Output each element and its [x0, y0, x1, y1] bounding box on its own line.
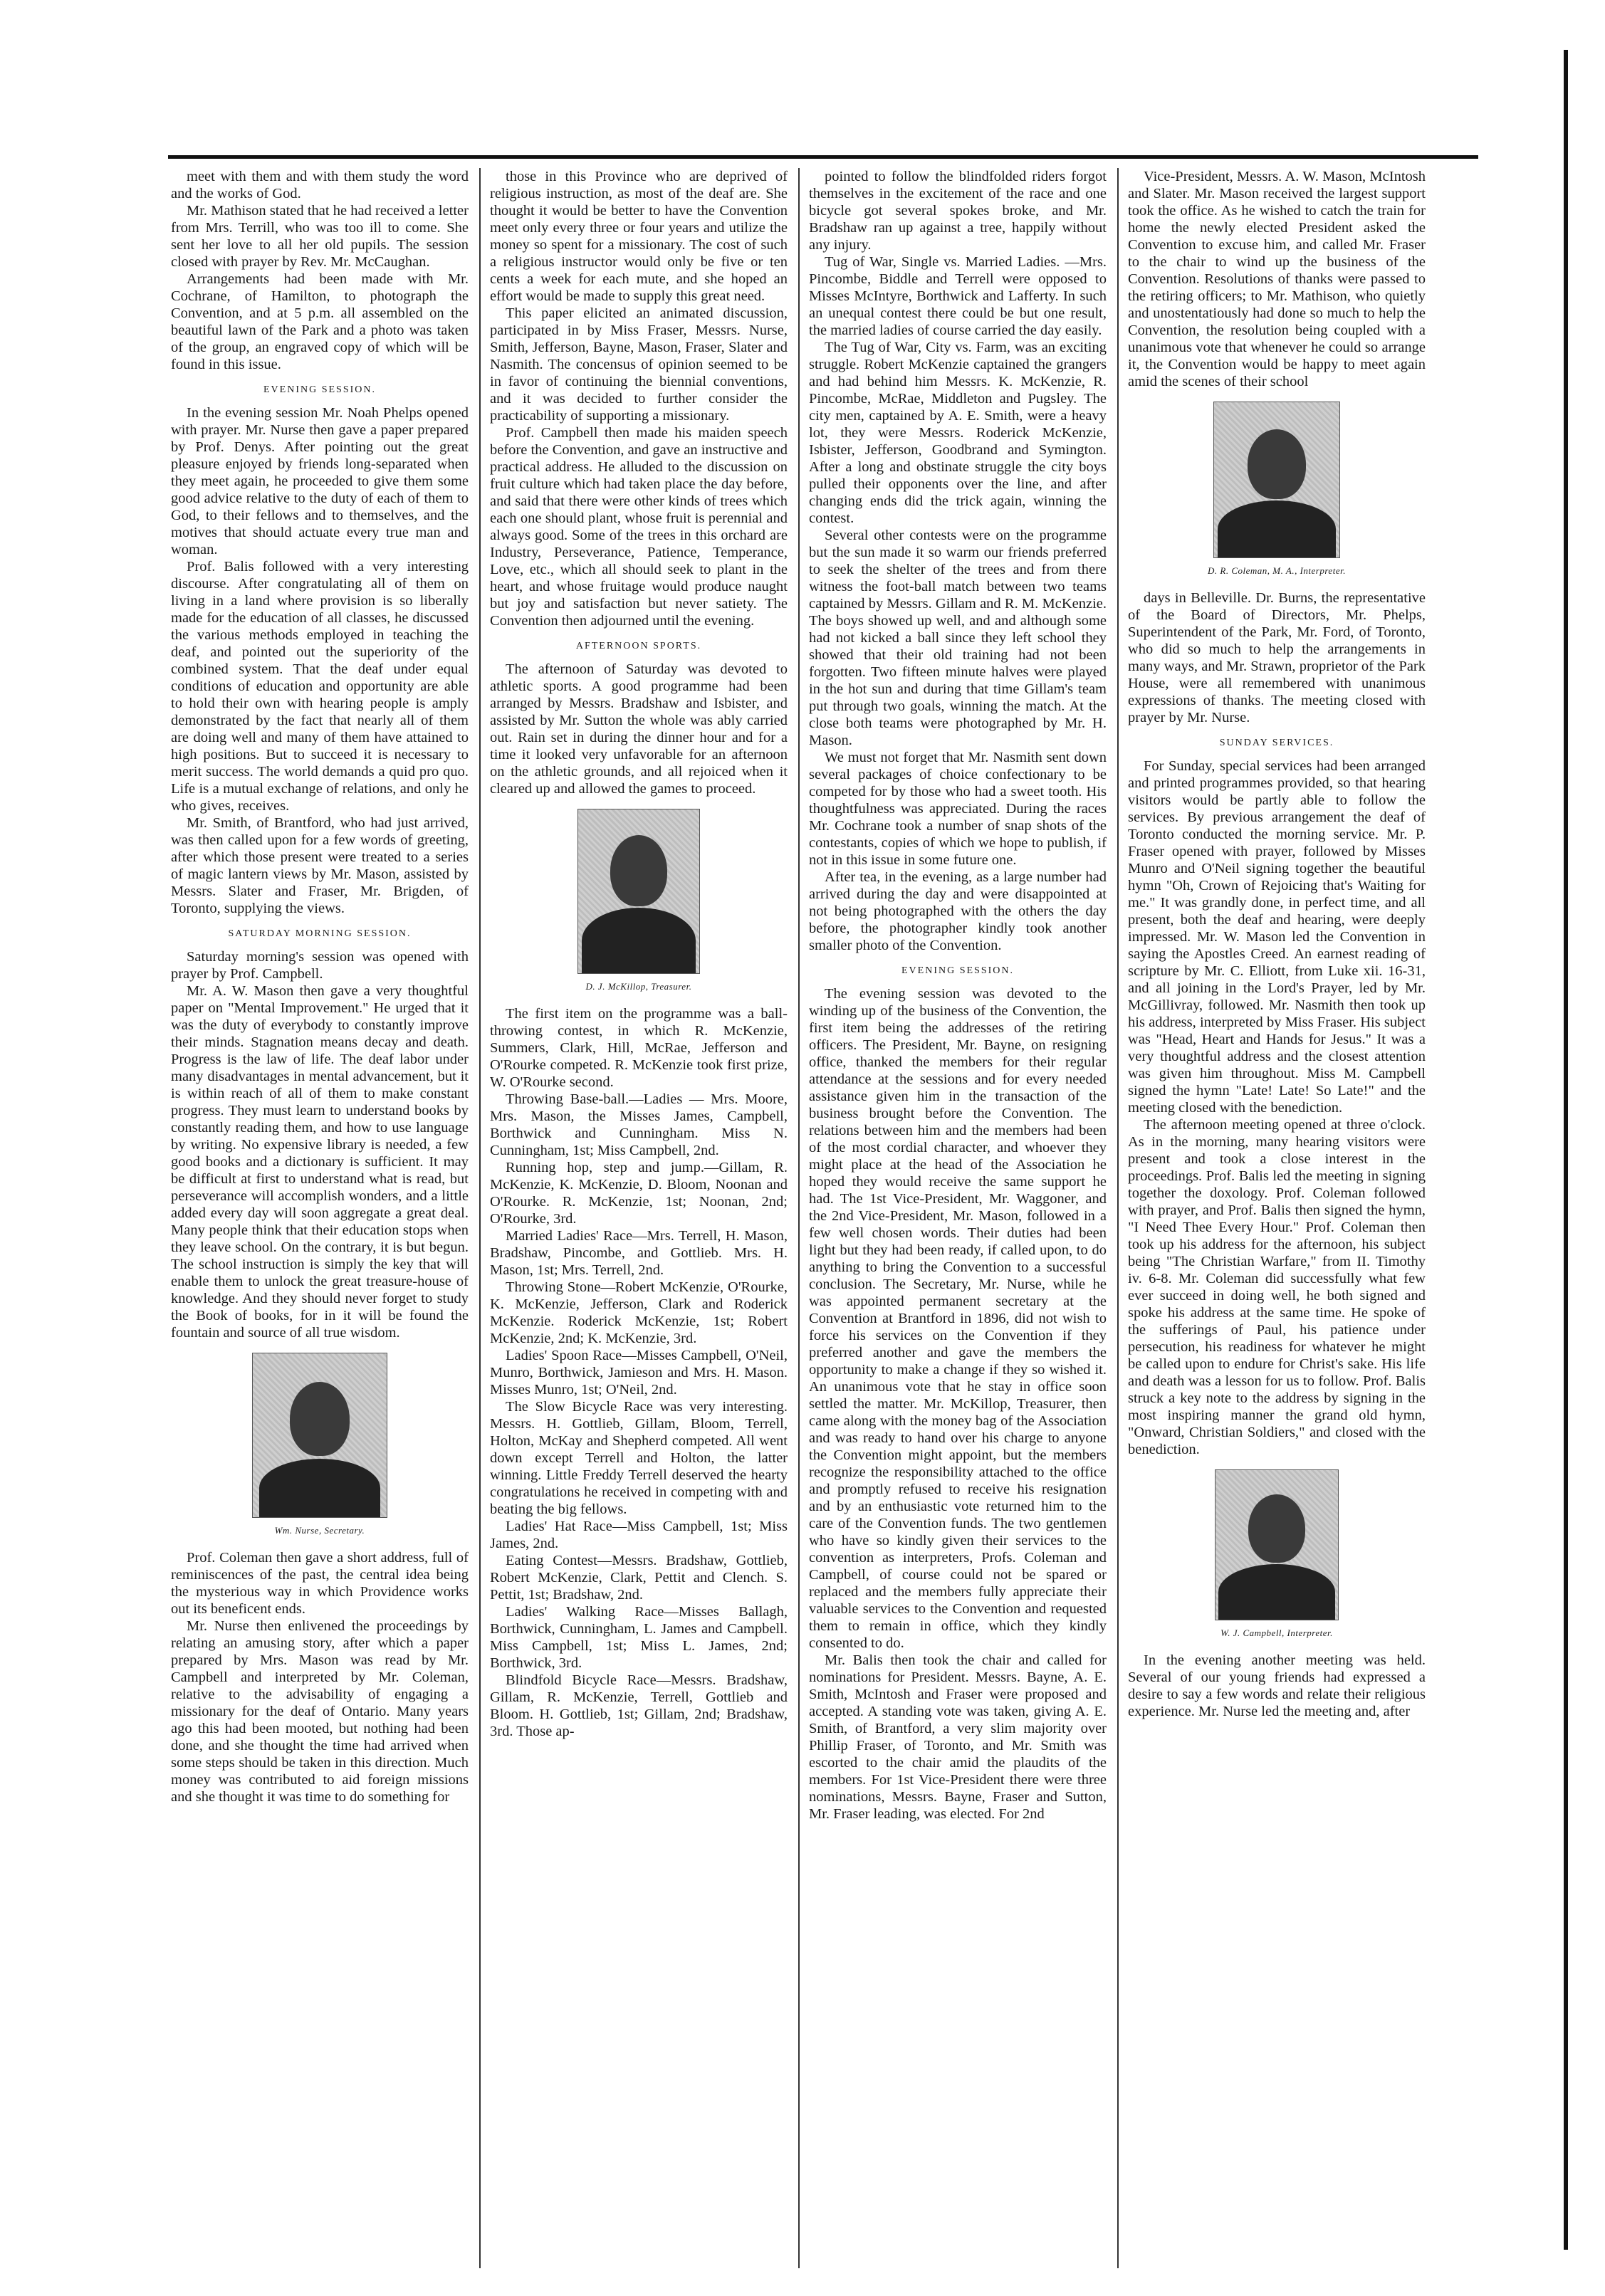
paragraph: After tea, in the evening, as a large number had arrived during the day and were disappointed at not being photographed with the others the day before, the photographer kindly took another smaller photo of the Convention. [809, 869, 1107, 953]
column-rule [798, 168, 800, 2268]
paragraph: Prof. Campbell then made his maiden speech before the Convention, and gave an instructive and practical address. He alluded to the discussion on fruit culture which had taken place the day before, and said that there were other kinds of trees which each one should plant, whose fruit is perennial and always good. Some of the trees in this orchard are Industry, Perseverance, Patience, Temperance, Love, etc., which all should seek to plant in the heart, and whose fruitage would produce naught but joy and satisfaction but never satiety. The Convention then adjourned until the evening. [490, 425, 788, 629]
paragraph: those in this Province who are deprived of religious instruction, as most of the deaf are. She thought it would be better to have the Convention meet only every three or four years and utilize the money so spent for a missionary. The cost of such a religious instructor would only be five or ten cents a week for each mute, and she hoped an effort would be made to supply this great need. [490, 169, 788, 304]
portrait-photo [1213, 402, 1340, 558]
portrait-figure [171, 1353, 469, 1539]
portrait-photo [577, 809, 700, 974]
portrait-figure [1128, 1469, 1426, 1642]
paragraph: Saturday morning's session was opened with prayer by Prof. Campbell. [171, 949, 469, 982]
paragraph: The evening session was devoted to the winding up of the business of the Convention, the first item being the addresses of the retiring officers. The President, Mr. Bayne, on resigning office, thanked the members for their regular attendance at the sessions and for every needed assistance given him in the transaction of the business brought before the Convention. The relations between him and the members had been of the most cordial character, and whoever they might place at the head of the Association he hoped they would receive the same support he had. The 1st Vice-President, Mr. Waggoner, and the 2nd Vice-President, Mr. Mason, followed in a few well chosen words. Their duties had been light but they had been ready, if called upon, to do anything to bring the Convention to a successful conclusion. The Secretary, Mr. Nurse, while he was appointed permanent secretary at the Convention at Brantford in 1896, did not wish to force his services on the Convention if they preferred another and gave the members the opportunity to make a change if they so wished it. An unanimous vote that he stay in office soon settled the matter. Mr. McKillop, Treasurer, then came along with the money bag of the Association and was ready to hand over his charge to anyone the Convention might appoint, but the members recognize the responsibility attached to the office and promptly refused to receive his resignation and by an enthusiastic vote returned him to the care of the Convention funds. The two gentlemen who have so kindly given their services to the convention as interpreters, Profs. Coleman and Campbell, of course could not be spared or replaced and the members fully appreciate their valuable services to the Convention and requested them to remain in office, which they kindly consented to do. [809, 986, 1107, 1651]
section-heading: EVENING SESSION. [263, 384, 376, 395]
paragraph: Arrangements had been made with Mr. Cochrane, of Hamilton, to photograph the Convention, and at 5 p.m. all assembled on the beautiful lawn of the Park and a photo was taken of the group, an engraved copy of which will be found in this issue. [171, 271, 469, 372]
paragraph: Throwing Base-ball.—Ladies — Mrs. Moore, Mrs. Mason, the Misses James, Campbell, Borthwick and Cunningham. Miss N. Cunningham, 1st; Miss Campbell, 2nd. [490, 1091, 788, 1158]
paragraph: meet with them and with them study the word and the works of God. [171, 169, 469, 201]
photo-caption: W. J. Campbell, Interpreter. [1220, 1627, 1333, 1638]
section-heading: SUNDAY SERVICES. [1219, 738, 1334, 748]
paragraph: Mr. Nurse then enlivened the proceedings by relating an amusing story, after which a paper prepared by Mrs. Mason was read by Mr. Campbell and interpreted by Mr. Coleman, relative to the advisability of engaging a missionary for the deaf of Ontario. Many years ago this had been mooted, but nothing had been done, and she thought the time had arrived when some steps should be taken in this direction. Much money was contributed to aid foreign missions and she thought it was time to do something for [171, 1618, 469, 1805]
paragraph: The Slow Bicycle Race was very interesting. Messrs. H. Gottlieb, Gillam, Bloom, Terrell, Holton, McKay and Shepherd competed. All went down except Terrell and Holton, the latter winning. Little Freddy Terrell deserved the hearty congratulations he received in competing with and beating the big fellows. [490, 1399, 788, 1517]
paragraph: For Sunday, special services had been arranged and printed programmes provided, so that hearing visitors would be partly able to follow the services. By previous arrangement the deaf of Toronto conducted the morning service. Mr. P. Fraser opened with prayer, followed by Misses Munro and O'Neil signing together the beautiful hymn "Oh, Crown of Rejoicing that's Waiting for me." It was grandly done, in perfect time, and all present, both the deaf and hearing, were deeply impressed. Mr. W. Mason led the Convention in saying the Apostles Creed. An earnest reading of scripture by Mr. C. Elliott, from Luke xii. 16-31, and all joining in the Lord's Prayer, led by Mr. McGillivray, followed. Mr. Nasmith then took up his address, interpreted by Miss Fraser. His subject was "Head, Heart and Hands for Jesus." It was a very thoughtful address and the closest attention was given him throughout. Miss M. Campbell signed the hymn "Late! Late! So Late!" and the meeting closed with the benediction. [1128, 758, 1426, 1116]
paragraph: Eating Contest—Messrs. Bradshaw, Gottlieb, Robert McKenzie, Clark, Pettit and Clench. S. Pettit, 1st; Bradshaw, 2nd. [490, 1553, 788, 1603]
paragraph: This paper elicited an animated discussion, participated in by Miss Fraser, Messrs. Nurse, Smith, Jefferson, Bayne, Mason, Fraser, Slater and Nasmith. The concensus of opinion seemed to be in favor of continuing the biennial conventions, and it was decided to further consider the practicability of supporting a missionary. [490, 305, 788, 424]
paragraph: Ladies' Hat Race—Miss Campbell, 1st; Miss James, 2nd. [490, 1519, 788, 1551]
column-3 [809, 168, 1107, 2268]
photo-caption: Wm. Nurse, Secretary. [274, 1525, 365, 1536]
top-rule [168, 155, 1478, 159]
section-heading: AFTERNOON SPORTS. [575, 641, 702, 651]
paragraph: Prof. Coleman then gave a short address, full of reminiscences of the past, the central idea being the mysterious way in which Providence works out its beneficent ends. [171, 1550, 469, 1617]
column-rule [479, 168, 481, 2268]
paragraph: Throwing Stone—Robert McKenzie, O'Rourke, K. McKenzie, Jefferson, Clark and Roderick McKenzie. Roderick McKenzie, 1st; Robert McKenzie, 2nd; K. McKenzie, 3rd. [490, 1279, 788, 1346]
portrait-figure [490, 809, 788, 995]
paragraph: Mr. Balis then took the chair and called for nominations for President. Messrs. Bayne, A. E. Smith, McIntosh and Fraser were proposed and accepted. A standing vote was taken, giving A. E. Smith, of Brantford, a very slim majority over Phillip Fraser, of Toronto, and Mr. Smith was escorted to the chair amid the plaudits of the members. For 1st Vice-President there were three nominations, Messrs. Bayne, Fraser and Sutton, Mr. Fraser leading, was elected. For 2nd [809, 1652, 1107, 1822]
paragraph: We must not forget that Mr. Nasmith sent down several packages of choice confectionary to be competed for by those who had a sweet tooth. His thoughtfulness was appreciated. During the races Mr. Cochrane took a number of snap shots of the contestants, copies of which we hope to publish, if not in this issue in some future one. [809, 750, 1107, 868]
page-edge-rule [1564, 50, 1568, 2250]
paragraph: days in Belleville. Dr. Burns, the representative of the Board of Directors, Mr. Phelps, Superintendent of the Park, Mr. Ford, of Toronto, who did so much to help the arrangements in many ways, and Mr. Strawn, proprietor of the Park House, were all remembered with unanimous expressions of thanks. The meeting closed with prayer by Mr. Nurse. [1128, 590, 1426, 725]
paragraph: Vice-President, Messrs. A. W. Mason, McIntosh and Slater. Mr. Mason received the largest support took the office. As he wished to catch the train for home the newly elected President asked the Convention to excuse him, and called Mr. Fraser to the chair to wind up the business of the Convention. Resolutions of thanks were passed to the retiring officers; to Mr. Mathison, who quietly and unostentatiously had done so much to help the Convention, the resolution being coupled with a unanimous vote that whenever he could so arrange it, the Convention would be happy to meet again amid the scenes of their school [1128, 169, 1426, 389]
portrait-photo [1215, 1469, 1339, 1620]
portrait-photo [252, 1353, 387, 1518]
paragraph: In the evening another meeting was held. Several of our young friends had expressed a desire to say a few words and relate their religious experience. Mr. Nurse led the meeting and, after [1128, 1652, 1426, 1719]
photo-caption: D. R. Coleman, M. A., Interpreter. [1208, 565, 1346, 576]
paragraph: Married Ladies' Race—Mrs. Terrell, H. Mason, Bradshaw, Pincombe, and Gottlieb. Mrs. H. Mason, 1st; Mrs. Terrell, 2nd. [490, 1228, 788, 1278]
paragraph: Mr. A. W. Mason then gave a very thoughtful paper on "Mental Improvement." He urged that it was the duty of everybody to constantly improve their minds. Stagnation means decay and death. Progress is the law of life. The deaf labor under many disadvantages in mental advancement, but it is within reach of all of them to make constant progress. They must learn to understand books by constantly reading them, and how to use language by writing. No expensive library is needed, a few good books and a dictionary is sufficient. It may be difficult at first to understand what is read, but perseverance will accomplish wonders, and a little added every day will soon aggregate a great deal. Many people think that their education stops when they leave school. On the contrary, it is but begun. The school instruction is simply the key that will enable them to unlock the great treasure-house of knowledge. And they should never forget to study the Book of books, for in it will be found the fountain and source of all true wisdom. [171, 983, 469, 1341]
portrait-figure [1128, 402, 1426, 580]
paragraph: Tug of War, Single vs. Married Ladies. —Mrs. Pincombe, Biddle and Terrell were opposed to Misses McIntyre, Borthwick and Lafferty. In such an unequal contest there could be but one result, the married ladies of course carried the day easily. [809, 254, 1107, 338]
paragraph: The afternoon of Saturday was devoted to athletic sports. A good programme had been arranged by Messrs. Bradshaw and Isbister, and assisted by Mr. Sutton the whole was ably carried out. Rain set in during the dinner hour and for a time it looked very unfavorable for an afternoon on the athletic grounds, and all rejoiced when it cleared up and allowed the games to proceed. [490, 661, 788, 797]
paragraph: The first item on the programme was a ball-throwing contest, in which R. McKenzie, Summers, Clark, Hill, McRae, Jefferson and O'Rourke competed. R. McKenzie took first prize, W. O'Rourke second. [490, 1006, 788, 1090]
paragraph: The Tug of War, City vs. Farm, was an exciting struggle. Robert McKenzie captained the grangers and had behind him Messrs. K. McKenzie, R. Pincombe, McRae, Middleton and Pugsley. The city men, captained by A. E. Smith, were a heavy lot, they were Messrs. Roderick McKenzie, Isbister, Jefferson, Goodbrand and Symington. After a long and obstinate struggle the city boys pulled their opponents over the line, and after changing ends did the trick again, winning the contest. [809, 340, 1107, 526]
section-heading: EVENING SESSION. [901, 965, 1014, 976]
column-4 [1128, 168, 1426, 2268]
paragraph: Several other contests were on the programme but the sun made it so warm our friends preferred to seek the shelter of the trees and from there witness the foot-ball match between two teams captained by Messrs. Gillam and R. M. McKenzie. The boys showed up well, and and although some had not kicked a ball since they left school they showed that their old training had not been forgotten. Two fifteen minute halves were played in the hot sun and during that time Gillam's team put through two goals, winning the match. At the close both teams were photographed by Mr. H. Mason. [809, 528, 1107, 748]
section-heading: SATURDAY MORNING SESSION. [228, 928, 412, 939]
paragraph: In the evening session Mr. Noah Phelps opened with prayer. Mr. Nurse then gave a paper prepared by Prof. Denys. After pointing out the great pleasure enjoyed by friends long-separated when they meet again, he proceeded to give them some good advice relative to the duty of each of them to God, to their fellows and to themselves, and the motives that should actuate every true man and woman. [171, 405, 469, 557]
paragraph: Mr. Mathison stated that he had received a letter from Mrs. Terrill, who was too ill to come. She sent her love to all her old pupils. The session closed with prayer by Rev. Mr. McCaughan. [171, 203, 469, 270]
paragraph: Running hop, step and jump.—Gillam, R. McKenzie, K. McKenzie, D. Bloom, Noonan and O'Rourke. R. McKenzie, 1st; Noonan, 2nd; O'Rourke, 3rd. [490, 1160, 788, 1227]
column-2 [490, 168, 788, 2268]
paragraph: pointed to follow the blindfolded riders forgot themselves in the excitement of the race and one bicycle got several spokes broke, and Mr. Bradshaw ran up against a tree, happily without any injury. [809, 169, 1107, 253]
paragraph: The afternoon meeting opened at three o'clock. As in the morning, many hearing visitors were present and took a close interest in the proceedings. Prof. Balis led the meeting in signing together the doxology. Prof. Coleman followed with prayer, and Prof. Balis then signed the hymn, "I Need Thee Every Hour." Prof. Coleman then took up his address for the afternoon, his subject being "The Christian Warfare," from II. Timothy iv. 6-8. Mr. Coleman did successfully what few ever succeed in doing well, he both signed and spoke his address at the same time. He spoke of the sufferings of Paul, his patience under persecution, his readiness for whatever he might be called upon to endure for Christ's sake. His life and death was a lesson for us to follow. Prof. Balis struck a key note to the address by signing in the most inspiring manner the grand old hymn, "Onward, Christian Soldiers," and closed with the benediction. [1128, 1117, 1426, 1457]
paragraph: Prof. Balis followed with a very interesting discourse. After congratulating all of them on living in a land where provision is so liberally made for the education of all classes, he discussed the various methods employed in teaching the deaf, and pointed out the superiority of the combined system. That the deaf under equal conditions of education and opportunity are able to hold their own with hearing people is amply demonstrated by the fact that nearly all of them are doing well and many of them have attained to high positions. But to succeed it is necessary to merit success. The world demands a quid pro quo. Life is a mutual exchange of relations, and only he who gives, receives. [171, 559, 469, 814]
paragraph: Ladies' Walking Race—Misses Ballagh, Borthwick, Cunningham, L. James and Campbell. Miss Campbell, 1st; Miss L. James, 2nd; Borthwick, 3rd. [490, 1604, 788, 1671]
column-rule [1117, 168, 1119, 2268]
photo-caption: D. J. McKillop, Treasurer. [585, 981, 692, 992]
column-1 [171, 168, 469, 2268]
paragraph: Mr. Smith, of Brantford, who had just arrived, was then called upon for a few words of greeting, after which those present were treated to a series of magic lantern views by Mr. Mason, assisted by Messrs. Slater and Fraser, Mr. Brigden, of Toronto, supplying the views. [171, 815, 469, 916]
paragraph: Ladies' Spoon Race—Misses Campbell, O'Neil, Munro, Borthwick, Jamieson and Mrs. H. Mason. Misses Munro, 1st; O'Neil, 2nd. [490, 1348, 788, 1398]
paragraph: Blindfold Bicycle Race—Messrs. Bradshaw, Gillam, R. McKenzie, Terrell, Gottlieb and Bloom. H. Gottlieb, 1st; Gillam, 2nd; Bradshaw, 3rd. Those ap- [490, 1672, 788, 1739]
